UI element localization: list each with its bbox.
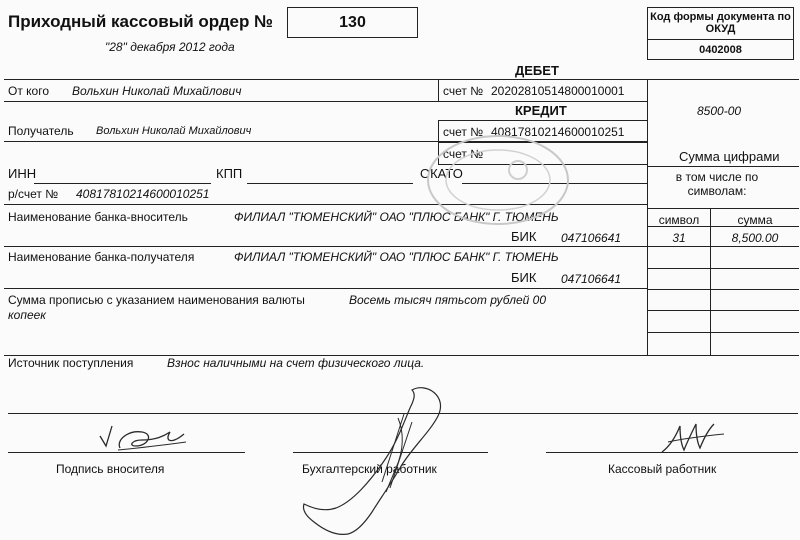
payer-bik-value: 047106641 bbox=[561, 231, 622, 245]
credit-account2-label: счет № bbox=[443, 147, 484, 161]
source-value: Взнос наличными на счет физического лица. bbox=[167, 356, 425, 370]
symbol-header: символ bbox=[658, 213, 700, 227]
order-date: "28" декабря 2012 года bbox=[105, 40, 235, 54]
symbol-value: 31 bbox=[672, 231, 686, 245]
recipient-label: Получатель bbox=[8, 124, 74, 138]
inn-field-line bbox=[34, 183, 211, 184]
sum-words-value-2: копеек bbox=[8, 308, 46, 322]
debit-account-value: 20202810514800010001 bbox=[491, 84, 625, 98]
kpp-field-line bbox=[247, 183, 413, 184]
okud-label: Код формы документа по ОКУД bbox=[650, 11, 791, 35]
credit-account-value: 40817810214600010251 bbox=[491, 125, 625, 139]
bank-stamp bbox=[418, 130, 578, 230]
kpp-label: КПП bbox=[216, 166, 243, 181]
form-title: Приходный кассовый ордер № bbox=[8, 12, 274, 31]
recipient-bank-label: Наименование банка-получателя bbox=[8, 250, 195, 264]
okud-box bbox=[647, 7, 794, 60]
credit-heading: КРЕДИТ bbox=[515, 103, 567, 118]
order-number: 130 bbox=[339, 14, 366, 31]
okato-label: ОКАТО bbox=[420, 166, 463, 181]
credit-account-label: счет № bbox=[443, 125, 484, 139]
okud-code: 0402008 bbox=[699, 44, 742, 56]
accountant-signature-label: Бухгалтерский работник bbox=[302, 462, 437, 476]
accountant-signature bbox=[300, 372, 460, 540]
recipient-bank-value: ФИЛИАЛ "ТЮМЕНСКИЙ" ОАО "ПЛЮС БАНК" Г. ТЮМЕНЬ bbox=[234, 250, 559, 264]
cashier-signature bbox=[660, 420, 730, 456]
payer-bik-label: БИК bbox=[511, 229, 537, 244]
inn-label: ИНН bbox=[8, 166, 37, 181]
sum-words-label: Сумма прописью с указанием наименования валюты bbox=[8, 293, 305, 307]
payer-bank-label: Наименование банка-вноситель bbox=[8, 210, 188, 224]
payer-signature-label: Подпись вносителя bbox=[56, 462, 165, 476]
including-label: в том числе по символам: bbox=[675, 170, 759, 198]
debit-heading: ДЕБЕТ bbox=[515, 63, 559, 78]
amount-digits-label: Сумма цифрами bbox=[679, 149, 780, 164]
recipient-bik-label: БИК bbox=[511, 270, 537, 285]
payer-signature bbox=[98, 418, 193, 458]
debit-account-box bbox=[438, 79, 648, 102]
payer-bank-value: ФИЛИАЛ "ТЮМЕНСКИЙ" ОАО "ПЛЮС БАНК" Г. ТЮМЕНЬ bbox=[234, 210, 559, 224]
source-label: Источник поступления bbox=[8, 356, 134, 370]
from-value: Вольхин Николай Михайлович bbox=[72, 84, 242, 98]
recipient-bik-value: 047106641 bbox=[561, 272, 622, 286]
rs-label: р/счет № bbox=[8, 187, 59, 201]
recipient-value: Вольхин Николай Михайлович bbox=[96, 125, 252, 137]
from-label: От кого bbox=[8, 84, 50, 98]
sum-words-value-1: Восемь тысяч пятьсот рублей 00 bbox=[349, 293, 547, 307]
sum-header: сумма bbox=[737, 213, 773, 227]
order-number-box bbox=[287, 7, 418, 38]
cashier-signature-label: Кассовый работник bbox=[608, 462, 717, 476]
rs-value: 40817810214600010251 bbox=[76, 187, 210, 201]
frame-top-line bbox=[4, 79, 799, 80]
debit-account-label: счет № bbox=[443, 84, 484, 98]
amount-digits: 8500-00 bbox=[697, 104, 742, 118]
sum-value: 8,500.00 bbox=[731, 231, 779, 245]
